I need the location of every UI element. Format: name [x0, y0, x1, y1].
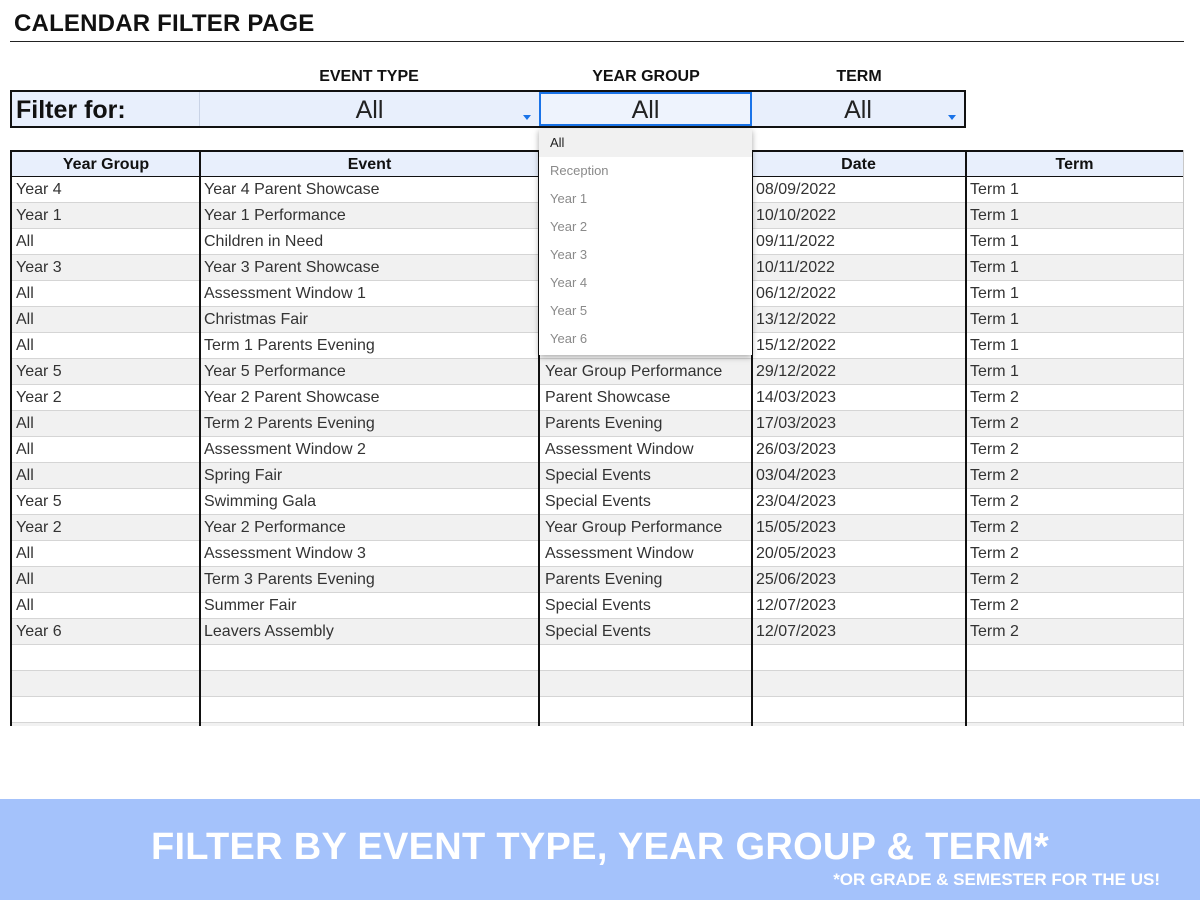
cell-year-group[interactable]: Year 6 [16, 623, 62, 640]
cell-term[interactable]: Term 2 [970, 597, 1019, 614]
cell-date[interactable]: 12/07/2023 [756, 597, 837, 614]
table-row [12, 463, 1184, 489]
cell-event[interactable]: Christmas Fair [204, 311, 309, 328]
year-group-dropdown-menu [539, 129, 752, 355]
cell-date[interactable]: 13/12/2022 [756, 311, 837, 328]
year-group-filter[interactable] [539, 92, 752, 126]
cell-event[interactable]: Year 3 Parent Showcase [204, 259, 380, 276]
cell-event[interactable]: Year 4 Parent Showcase [204, 181, 380, 198]
table-row [12, 359, 1184, 385]
dropdown-option[interactable]: Year 1 [550, 191, 588, 206]
cell-date[interactable]: 15/05/2023 [756, 519, 837, 536]
cell-term[interactable]: Term 2 [970, 441, 1019, 458]
cell-date[interactable] [752, 697, 965, 722]
cell-event[interactable]: Term 3 Parents Evening [204, 571, 375, 588]
cell-date[interactable]: 14/03/2023 [756, 389, 837, 406]
cell-event[interactable] [200, 723, 539, 726]
cell-date[interactable]: 03/04/2023 [756, 467, 837, 484]
filter-for-label: Filter for: [12, 92, 200, 126]
dropdown-option[interactable]: Year 4 [550, 275, 588, 290]
dropdown-option[interactable]: All [539, 129, 752, 157]
cell-year-group[interactable] [12, 723, 200, 726]
cell-date[interactable] [752, 723, 965, 726]
cell-event[interactable]: Year 2 Parent Showcase [204, 389, 380, 406]
cell-term[interactable]: Term 2 [970, 545, 1019, 562]
year-group-filter-label: YEAR GROUP [592, 68, 700, 85]
cell-term[interactable]: Term 1 [970, 181, 1019, 198]
cell-term[interactable]: Term 2 [970, 623, 1019, 640]
column-header-date: Date [841, 156, 876, 173]
cell-date[interactable]: 10/10/2022 [756, 207, 837, 224]
column-divider [965, 150, 967, 726]
cell-event[interactable]: Children in Need [204, 233, 324, 250]
cell-event[interactable]: Year 1 Performance [204, 207, 346, 224]
cell-date[interactable]: 20/05/2023 [756, 545, 837, 562]
table-row [12, 619, 1184, 645]
cell-year-group[interactable] [12, 645, 200, 670]
table-row [12, 489, 1184, 515]
cell-event-type[interactable] [539, 697, 752, 722]
column-header-event: Event [347, 156, 392, 173]
table-row [12, 723, 1184, 726]
cell-date[interactable]: 10/11/2022 [756, 259, 835, 276]
dropdown-option[interactable]: Reception [550, 163, 609, 178]
cell-year-group[interactable]: All [16, 441, 34, 458]
footer-note: *OR GRADE & SEMESTER FOR THE US! [833, 870, 1160, 889]
cell-year-group[interactable]: All [16, 467, 34, 484]
cell-year-group[interactable]: Year 3 [16, 259, 62, 276]
cell-date[interactable]: 26/03/2023 [756, 441, 837, 458]
cell-event[interactable]: Assessment Window 1 [204, 285, 366, 302]
cell-event-type[interactable]: Parents Evening [545, 415, 663, 432]
cell-term[interactable]: Term 2 [970, 571, 1019, 588]
cell-date[interactable] [752, 645, 965, 670]
cell-year-group[interactable]: All [16, 233, 34, 250]
cell-year-group[interactable]: All [16, 337, 34, 354]
cell-date[interactable]: 17/03/2023 [756, 415, 837, 432]
cell-year-group[interactable]: Year 1 [16, 207, 62, 224]
cell-event-type[interactable]: Parents Evening [545, 571, 663, 588]
cell-event-type[interactable]: Special Events [545, 467, 651, 484]
cell-year-group[interactable]: Year 4 [16, 181, 62, 198]
cell-term[interactable]: Term 2 [970, 415, 1019, 432]
cell-date[interactable]: 08/09/2022 [756, 181, 837, 198]
page-title: CALENDAR FILTER PAGE [14, 10, 315, 37]
cell-term[interactable] [965, 671, 1184, 696]
cell-term[interactable] [965, 697, 1184, 722]
cell-event[interactable]: Year 5 Performance [204, 363, 346, 380]
cell-term[interactable]: Term 1 [970, 337, 1019, 354]
cell-term[interactable]: Term 1 [970, 311, 1019, 328]
event-type-filter-label: EVENT TYPE [319, 68, 419, 85]
table-row [12, 515, 1184, 541]
cell-event-type[interactable]: Parent Showcase [545, 389, 671, 406]
cell-event-type[interactable]: Special Events [545, 623, 651, 640]
cell-date[interactable]: 06/12/2022 [756, 285, 837, 302]
event-type-filter[interactable] [200, 92, 539, 126]
dropdown-option[interactable]: Year 3 [550, 247, 588, 262]
dropdown-option[interactable]: Year 5 [550, 303, 588, 318]
filter-row [10, 90, 966, 128]
cell-event-type[interactable]: Assessment Window [545, 545, 694, 562]
cell-event-type[interactable]: Special Events [545, 597, 651, 614]
cell-event[interactable]: Term 2 Parents Evening [204, 415, 375, 432]
cell-year-group[interactable]: Year 2 [16, 519, 62, 536]
year-group-filter-value: All [631, 96, 660, 124]
term-filter-value: All [844, 96, 872, 124]
cell-term[interactable]: Term 1 [970, 363, 1019, 380]
cell-date[interactable]: 23/04/2023 [756, 493, 837, 510]
cell-date[interactable]: 12/07/2023 [756, 623, 837, 640]
cell-term[interactable]: Term 2 [970, 519, 1019, 536]
cell-event[interactable] [200, 671, 539, 696]
dropdown-option[interactable]: Year 6 [550, 331, 588, 346]
cell-term[interactable] [965, 645, 1184, 670]
cell-term[interactable]: Term 2 [970, 467, 1019, 484]
cell-term[interactable]: Term 1 [970, 259, 1019, 276]
table-row [12, 697, 1184, 723]
table-row [12, 593, 1184, 619]
table-row [12, 437, 1184, 463]
column-header-year-group: Year Group [62, 156, 150, 173]
cell-year-group[interactable]: All [16, 311, 34, 328]
cell-date[interactable] [752, 671, 965, 696]
cell-event-type[interactable]: Year Group Performance [545, 363, 723, 380]
cell-event[interactable] [200, 645, 539, 670]
cell-event[interactable]: Assessment Window 2 [204, 441, 366, 458]
cell-year-group[interactable]: Year 2 [16, 389, 62, 406]
cell-date[interactable]: 25/06/2023 [756, 571, 837, 588]
cell-year-group[interactable] [12, 697, 200, 722]
table-row [12, 541, 1184, 567]
table-row [12, 671, 1184, 697]
cell-event[interactable]: Assessment Window 3 [204, 545, 366, 562]
table-row [12, 567, 1184, 593]
column-header-term: Term [1055, 156, 1094, 173]
cell-event-type[interactable] [539, 671, 752, 696]
cell-date[interactable]: 15/12/2022 [756, 337, 837, 354]
cell-event-type[interactable]: Year Group Performance [545, 519, 723, 536]
cell-event[interactable]: Spring Fair [204, 467, 283, 484]
cell-event-type[interactable] [539, 723, 752, 726]
footer-headline: FILTER BY EVENT TYPE, YEAR GROUP & TERM* [150, 826, 1050, 868]
event-type-filter-value: All [355, 96, 384, 124]
cell-event[interactable]: Leavers Assembly [204, 623, 334, 640]
title-divider [10, 41, 1184, 42]
cell-event-type[interactable] [539, 645, 752, 670]
cell-event[interactable]: Year 2 Performance [204, 519, 346, 536]
cell-term[interactable]: Term 1 [970, 285, 1019, 302]
cell-year-group[interactable]: All [16, 597, 34, 614]
table-row [12, 385, 1184, 411]
cell-event-type[interactable]: Special Events [545, 493, 651, 510]
cell-year-group[interactable]: All [16, 545, 34, 562]
cell-term[interactable]: Term 2 [970, 389, 1019, 406]
cell-event[interactable]: Summer Fair [204, 597, 297, 614]
column-divider [199, 150, 201, 726]
term-filter-label: TERM [836, 68, 882, 85]
table-row [12, 411, 1184, 437]
cell-event[interactable]: Swimming Gala [204, 493, 317, 510]
cell-term[interactable]: Term 1 [970, 233, 1019, 250]
cell-year-group[interactable]: All [16, 571, 34, 588]
dropdown-caret-icon[interactable] [523, 115, 531, 120]
cell-event-type[interactable]: Assessment Window [545, 441, 694, 458]
dropdown-option[interactable]: Year 2 [550, 219, 588, 234]
cell-year-group[interactable] [12, 671, 200, 696]
term-filter[interactable] [752, 92, 964, 126]
cell-event[interactable]: Term 1 Parents Evening [204, 337, 375, 354]
cell-term[interactable]: Term 2 [970, 493, 1019, 510]
table-row [12, 645, 1184, 671]
cell-year-group[interactable]: All [16, 415, 34, 432]
cell-event[interactable] [200, 697, 539, 722]
cell-date[interactable]: 09/11/2022 [756, 233, 835, 250]
cell-year-group[interactable]: Year 5 [16, 493, 62, 510]
cell-year-group[interactable]: All [16, 285, 34, 302]
cell-date[interactable]: 29/12/2022 [756, 363, 837, 380]
cell-term[interactable]: Term 1 [970, 207, 1019, 224]
column-divider [1183, 150, 1184, 726]
dropdown-caret-icon[interactable] [948, 115, 956, 120]
cell-year-group[interactable]: Year 5 [16, 363, 62, 380]
cell-term[interactable] [965, 723, 1184, 726]
